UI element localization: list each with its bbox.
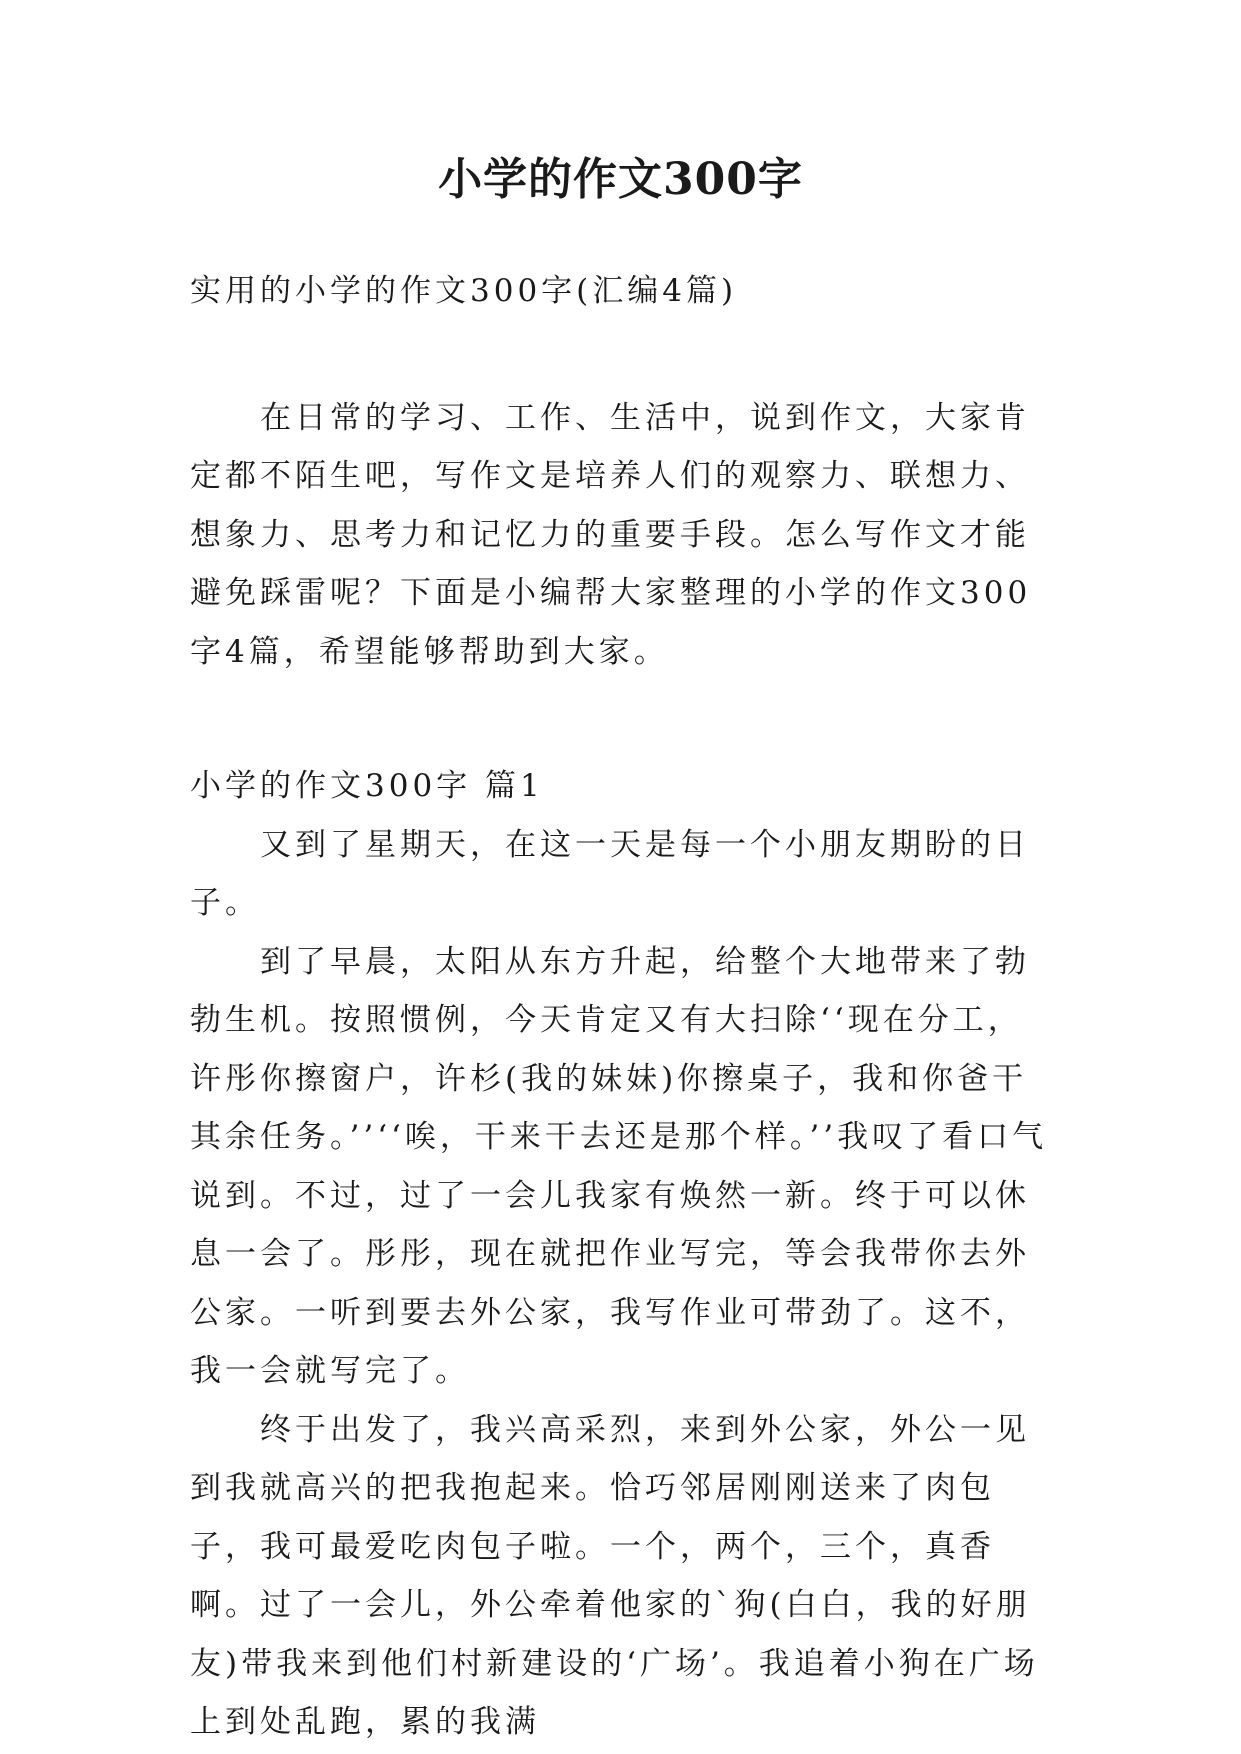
spacer [190,681,1050,757]
body-paragraph: 到了早晨，太阳从东方升起，给整个大地带来了勃勃生机。按照惯例，今天肯定又有大扫除‘‘现在分工，许彤你擦窗户，许杉(我的妹妹)你擦桌子，我和你爸干其余任务。’’‘‘唉，干来干去还是那个样。’’我叹了看口气说到。不过，过了一会儿我家有焕然一新。终于可以休息一会了。彤彤，现在就把作业写完，等会我带你去外公家。一听到要去外公家，我写作业可带劲了。这不，我一会就写完了。 [190,943,1048,1389]
document-body [190,262,1050,1752]
body-paragraph: 终于出发了，我兴高采烈，来到外公家，外公一见到我就高兴的把我抱起来。恰巧邻居刚刚送来了肉包子，我可最爱吃肉包子啦。一个，两个，三个，真香啊。过了一会儿，外公牵着他家的`狗(白白，我的好朋友)带我来到他们村新建设的‘广场’。我追着小狗在广场上到处乱跑，累的我满 [190,1411,1039,1740]
body-paragraph: 又到了星期天，在这一天是每一个小朋友期盼的日子。 [190,826,1030,921]
document-subtitle: 实用的小学的作文300字(汇编4篇) [190,273,738,309]
spacer [190,321,1050,389]
document-title: 小学的作文300字 [438,154,803,205]
section-heading: 小学的作文300字 篇1 [190,768,544,804]
intro-paragraph: 在日常的学习、工作、生活中，说到作文，大家肯定都不陌生吧，写作文是培养人们的观察力、联想力、想象力、思考力和记忆力的重要手段。怎么写作文才能避免踩雷呢？下面是小编帮大家整理的小学的作文300字4篇，希望能够帮助到大家。 [190,399,1032,670]
